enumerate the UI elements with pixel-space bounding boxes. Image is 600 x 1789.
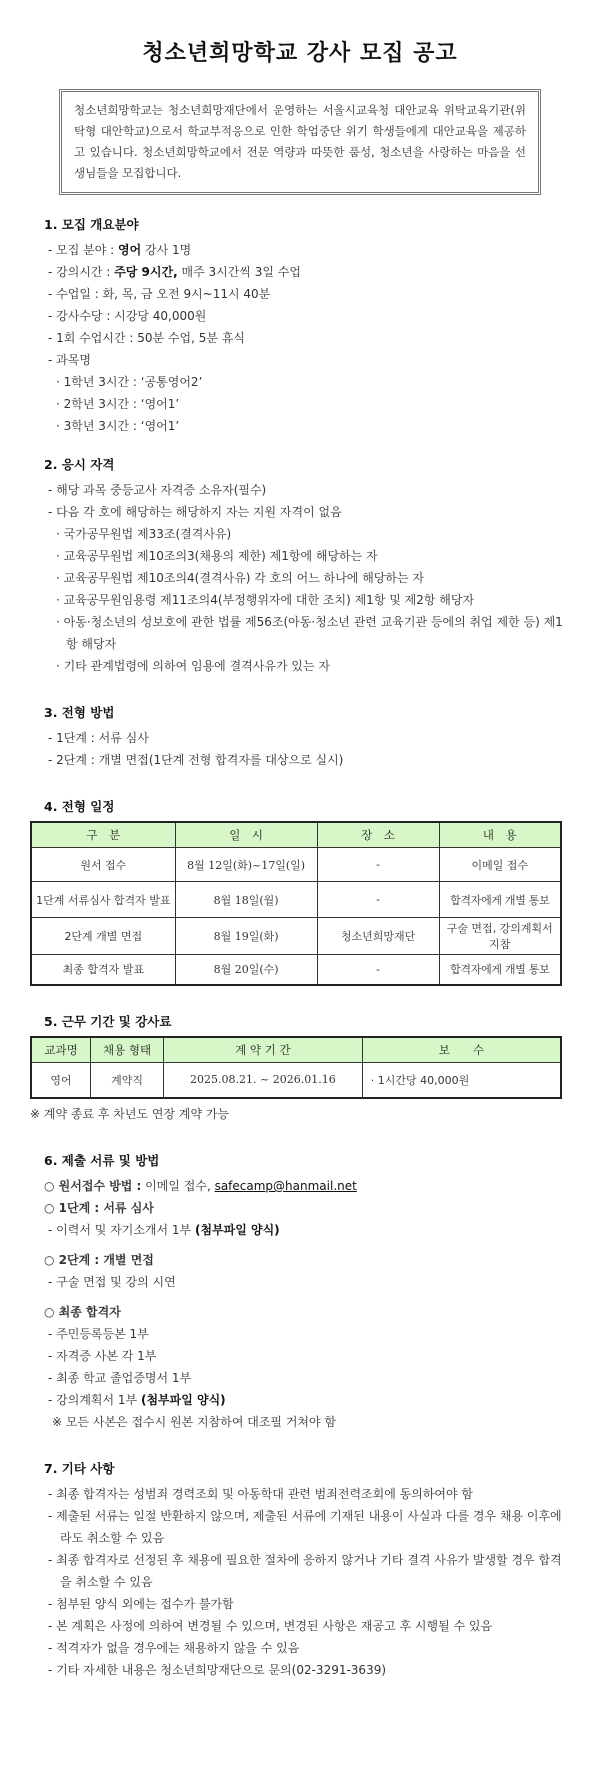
- table-cell: 이메일 접수: [439, 848, 561, 882]
- subject-item: · 3학년 3시간 : ‘영어1’: [56, 419, 180, 433]
- note-item: - 최종 합격자로 선정된 후 채용에 필요한 절차에 응하지 않거나 기타 결격 사유가 발생할 경우 합격을 취소할 수 있음: [48, 1553, 562, 1589]
- table-cell: 합격자에게 개별 통보: [439, 882, 561, 918]
- table-header-row: [31, 822, 561, 848]
- note-item: - 첨부된 양식 외에는 접수가 불가함: [48, 1597, 234, 1611]
- hours-value: 주당 9시간,: [114, 265, 178, 279]
- table-header: 일 시: [175, 822, 317, 848]
- table-header: 장 소: [317, 822, 439, 848]
- field-value: 영어: [118, 243, 142, 257]
- table-header: 채용 형태: [91, 1037, 164, 1063]
- note-item: - 적격자가 없을 경우에는 채용하지 않을 수 있음: [48, 1641, 300, 1655]
- note-item: - 제출된 서류는 일절 반환하지 않으며, 제출된 서류에 기재된 내용이 사실과 다를 경우 채용 이후에라도 취소할 수 있음: [48, 1509, 562, 1545]
- section-recruitment-overview: [30, 215, 570, 437]
- disqualification-item: · 기타 관계법령에 의하여 임용에 결격사유가 있는 자: [56, 659, 330, 673]
- table-header: 내 용: [439, 822, 561, 848]
- page-title: 청소년희망학교 강사 모집 공고: [142, 41, 458, 66]
- table-cell: 8월 18일(월): [175, 882, 317, 918]
- disqualification-item: · 교육공무원법 제10조의3(채용의 제한) 제1항에 해당하는 자: [56, 549, 378, 563]
- requirement-item: - 해당 과목 중등교사 자격증 소유자(필수): [48, 483, 267, 497]
- final-item: - 주민등록등본 1부: [48, 1327, 149, 1341]
- note-item: - 최종 합격자는 성범죄 경력조회 및 아동학대 관련 범죄전력조회에 동의하여야 함: [48, 1487, 474, 1501]
- disqualification-item: · 교육공무원임용령 제11조의4(부정행위자에 대한 조치) 제1항 및 제2항 해당자: [56, 593, 475, 607]
- requirement-item: - 다음 각 호에 해당하는 해당하지 자는 지원 자격이 없음: [48, 505, 342, 519]
- pay-line: - 강사수당 : 시강당 40,000원: [48, 309, 207, 323]
- table-cell: 구술 면접, 강의계획서 지참: [439, 918, 561, 955]
- apply-email-link[interactable]: safecamp@hanmail.net: [214, 1179, 357, 1193]
- section-heading: 4. 전형 일정: [44, 799, 115, 814]
- table-cell: -: [317, 882, 439, 918]
- table-row: [31, 955, 561, 985]
- table-cell: 1단계 서류심사 합격자 발표: [31, 882, 175, 918]
- table-cell: 청소년희망재단: [317, 918, 439, 955]
- contract-note: ※ 계약 종료 후 차년도 연장 계약 가능: [30, 1107, 230, 1121]
- table-header: 교과명: [31, 1037, 91, 1063]
- section-schedule: [30, 797, 570, 986]
- table-cell: -: [317, 955, 439, 985]
- table-header: 보 수: [362, 1037, 561, 1063]
- stage1-item: [30, 1219, 570, 1241]
- hours-line: [30, 261, 570, 283]
- section-heading: 7. 기타 사항: [44, 1461, 115, 1476]
- apply-method-line: [30, 1175, 570, 1197]
- table-row: [31, 918, 561, 955]
- stage1-heading: ○ 1단계 : 서류 심사: [44, 1201, 154, 1215]
- notice-page: [30, 0, 570, 1681]
- final-item-text: - 강의계획서 1부: [48, 1393, 141, 1407]
- section-qualifications: [30, 455, 570, 677]
- field-suffix: 강사 1명: [141, 243, 192, 257]
- intro-box: 청소년희망학교는 청소년희망재단에서 운영하는 서울시교육청 대안교육 위탁교육기관(위탁형 대안학교)으로서 학교부적응으로 인한 학업중단 위기 학생들에게 대안교육을 제공하고 있습니다. 청소년희망학교에서 전문 역량과 따뜻한 품성, 청소년을 사랑하는 마음을 선생님들을 모집합니다.: [59, 89, 541, 195]
- class-time-line: - 1회 수업시간 : 50분 수업, 5분 휴식: [48, 331, 245, 345]
- final-item-note: (첨부파일 양식): [140, 1393, 226, 1407]
- note-item: - 기타 자세한 내용은 청소년희망재단으로 문의(02-3291-3639): [48, 1663, 387, 1677]
- table-cell: 계약직: [91, 1062, 164, 1098]
- table-cell: 2단계 개별 면접: [31, 918, 175, 955]
- apply-method-label: ○ 원서접수 방법 :: [44, 1179, 142, 1193]
- section-documents: [30, 1151, 570, 1433]
- table-cell: 8월 19일(화): [175, 918, 317, 955]
- table-cell: 최종 합격자 발표: [31, 955, 175, 985]
- stage2-item: - 구술 면접 및 강의 시연: [48, 1275, 176, 1289]
- stage1-item-note: (첨부파일 양식): [194, 1223, 280, 1237]
- section-heading: 1. 모집 개요분야: [44, 217, 139, 232]
- table-header: 구 분: [31, 822, 175, 848]
- contract-table: [30, 1036, 562, 1100]
- table-cell: 원서 접수: [31, 848, 175, 882]
- table-row: [31, 1062, 561, 1098]
- disqualification-item: · 국가공무원법 제33조(결격사유): [56, 527, 232, 541]
- section-other-notes: [30, 1459, 570, 1681]
- table-cell: -: [317, 848, 439, 882]
- stage1-item-text: - 이력서 및 자기소개서 1부: [48, 1223, 195, 1237]
- section-heading: 2. 응시 자격: [44, 457, 115, 472]
- disqualification-item: · 교육공무원법 제10조의4(결격사유) 각 호의 어느 하나에 해당하는 자: [56, 571, 424, 585]
- subjects-label: - 과목명: [48, 353, 91, 367]
- table-row: [31, 882, 561, 918]
- selection-step: - 2단계 : 개별 면접(1단계 전형 합격자를 대상으로 실시): [48, 753, 344, 767]
- subject-item: · 1학년 3시간 : ‘공통영어2’: [56, 375, 203, 389]
- hours-suffix: 매주 3시간씩 3일 수업: [177, 265, 301, 279]
- section-selection-method: [30, 703, 570, 771]
- field-label: - 모집 분야 :: [48, 243, 118, 257]
- table-cell: 2025.08.21. ~ 2026.01.16: [164, 1062, 363, 1098]
- final-heading: ○ 최종 합격자: [44, 1305, 121, 1319]
- subject-item: · 2학년 3시간 : ‘영어1’: [56, 397, 180, 411]
- table-cell: 8월 12일(화)~17일(일): [175, 848, 317, 882]
- final-note: ※ 모든 사본은 접수시 원본 지참하여 대조필 거쳐야 함: [52, 1415, 337, 1429]
- stage2-heading: ○ 2단계 : 개별 면접: [44, 1253, 154, 1267]
- final-item: - 최종 학교 졸업증명서 1부: [48, 1371, 192, 1385]
- table-header: 계 약 기 간: [164, 1037, 363, 1063]
- section-heading: 5. 근무 기간 및 강사료: [44, 1013, 172, 1029]
- selection-step: - 1단계 : 서류 심사: [48, 731, 149, 745]
- table-cell: 영어: [31, 1062, 91, 1098]
- table-cell: 8월 20일(수): [175, 955, 317, 985]
- section-contract: [30, 1012, 570, 1126]
- table-cell: · 1시간당 40,000원: [362, 1062, 561, 1098]
- days-line: - 수업일 : 화, 목, 금 오전 9시~11시 40분: [48, 287, 271, 301]
- table-cell: 합격자에게 개별 통보: [439, 955, 561, 985]
- disqualification-item: · 아동·청소년의 성보호에 관한 법률 제56조(아동·청소년 관련 교육기관 등에의 취업 제한 등) 제1항 해당자: [56, 615, 563, 651]
- note-item: - 본 계획은 사정에 의하여 변경될 수 있으며, 변경된 사항은 재공고 후 시행될 수 있음: [48, 1619, 493, 1633]
- section-heading: 3. 전형 방법: [44, 705, 115, 720]
- field-line: [30, 239, 570, 261]
- table-row: [31, 848, 561, 882]
- hours-label: - 강의시간 :: [48, 265, 115, 279]
- section-heading: 6. 제출 서류 및 방법: [44, 1153, 160, 1168]
- apply-method-text: 이메일 접수,: [141, 1179, 215, 1193]
- final-item: - 자격증 사본 각 1부: [48, 1349, 157, 1363]
- table-header-row: [31, 1037, 561, 1063]
- schedule-table: [30, 821, 562, 986]
- final-item: [30, 1389, 570, 1411]
